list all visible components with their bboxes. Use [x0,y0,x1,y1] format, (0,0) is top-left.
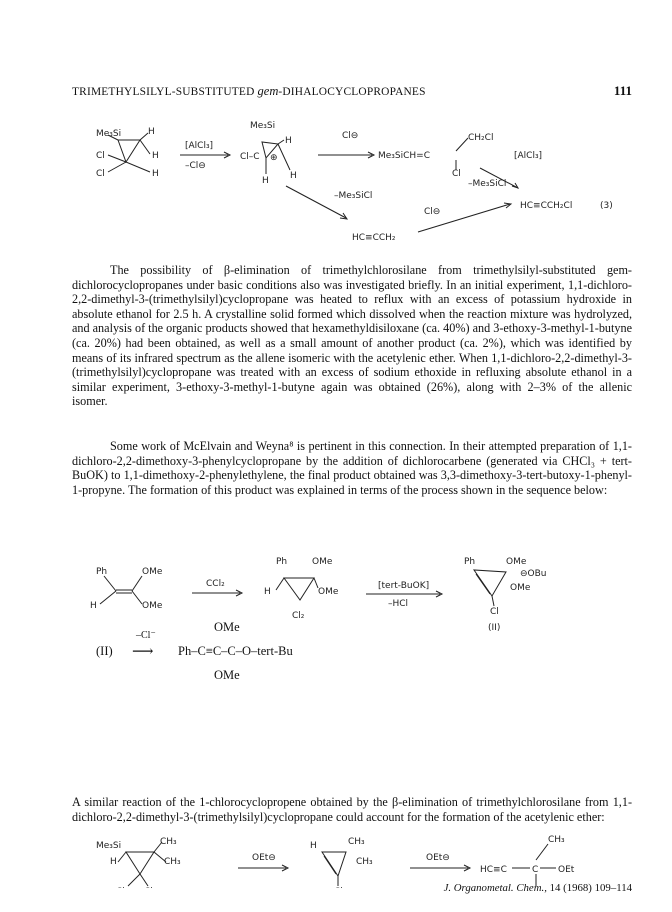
svg-text:H: H [310,841,317,851]
journal-citation: J. Organometal. Chem., 14 (1968) 109–114 [443,882,632,894]
cation-intermediate [240,121,297,186]
svg-text:Ph: Ph [464,557,476,567]
dichlorocyclopropane-structure [96,127,159,179]
dimethoxyphenylethylene [90,567,163,611]
paragraph-mcelvain: Some work of McElvain and Weyna⁸ is pertinent in this connection. In their attempted preparation of 1,1-dichloro-2,2-dimethoxy-3-phenylcyclopropane by the addition of dichlorocarbene (generated via CHCl₃ + tert-BuOK) to 1,1-dimethoxy-2-phenylethylene, the final product obtained was 3,3-dimethoxy-3-tert-butoxy-1-phenyl-1-propyne. The formation of this product was explained in terms of the process shown in the sequence below: [72,439,632,497]
svg-text:HC≡CCH₂: HC≡CCH₂ [352,233,396,243]
running-title: TRIMETHYLSILYL-SUBSTITUTED gem-DIHALOCYCLOPROPANES [72,84,426,98]
svg-text:OMe: OMe [510,583,531,593]
reaction-scheme-3 [0,812,672,888]
svg-text:–Me₃SiCl: –Me₃SiCl [334,191,373,201]
page-header [72,84,632,100]
paragraph-chlorocyclopropene: A similar reaction of the 1-chlorocyclopropene obtained by the β-elimination of trimethylchlorosilane from 1,1-dichloro-2,2-dimethyl-3-(trimethylsilyl)cyclopropane could account for the formation of the acetylenic ether: [72,795,632,824]
page-number: 111 [613,83,632,98]
svg-text:H: H [148,127,155,137]
svg-text:Me₃SiCH=C: Me₃SiCH=C [378,151,431,161]
svg-text:Cl⊖: Cl⊖ [424,207,441,217]
svg-text:H: H [90,601,97,611]
svg-text:H: H [290,171,297,181]
svg-text:Cl–C: Cl–C [240,152,260,162]
svg-text:Cl [116,887,125,888]
svg-text:CH₃: CH₃ [160,837,177,847]
svg-text:OMe: OMe [142,567,163,577]
equation-ii: OMe –Cl⁻ (II) ⟶ Ph–C≡C–C–O–tert-Bu OMe [96,620,293,682]
svg-text:H: H [264,587,271,597]
svg-text:Cl: Cl [96,151,105,161]
svg-text:CH₃: CH₃ [356,857,373,867]
svg-text:CH₃: CH₃ [348,837,365,847]
svg-text:[AlCl₃]: [AlCl₃] [185,141,214,151]
svg-text:C: C [532,865,539,875]
svg-text:H: H [152,151,159,161]
svg-text:OEt⊖: OEt⊖ [426,853,450,863]
svg-text:–Cl⊖: –Cl⊖ [185,161,206,171]
cyclopropene-intermediate [464,557,547,633]
svg-text:(3): (3) [600,201,613,211]
svg-text:–HCl: –HCl [388,599,409,609]
svg-text:H: H [110,857,117,867]
svg-text:OMe: OMe [506,557,527,567]
svg-text:[tert-BuOK]: [tert-BuOK] [378,581,430,591]
starting-cyclopropane [96,837,181,888]
svg-text:H: H [285,136,292,146]
chlorocyclopropene [310,837,373,888]
svg-text:Cl: Cl [96,169,105,179]
svg-text:(II): (II) [488,623,501,633]
svg-text:Cl₂: Cl₂ [292,611,305,621]
svg-text:OEt⊖: OEt⊖ [252,853,276,863]
svg-text:Cl [144,887,153,888]
svg-text:Me₃Si: Me₃Si [96,841,122,851]
paragraph-beta-elimination: The possibility of β-elimination of trimethylchlorosilane from trimethylsilyl-substituted gem-dichlorocyclopropanes under basic conditions also was investigated briefly. In an initial experiment, 1,1-dichloro-2,2-dimethyl-3-(trimethylsilyl)cyclopropane was heated to reflux with an excess of potassium hydroxide in absolute ethanol for 2.5 h. A crystalline solid formed which dissolved when the reaction mixture was hydrolyzed, and analysis of the organic products showed that hexamethyldisiloxane (ca. 40%) and 3-ethoxy-3-methyl-1-butyne (ca. 20%) had been obtained, as well as a small amount of another product (ca. 2%), which was identified by means of its infrared spectrum as the allene isomeric with the acetylenic ether. When 1,1-dichloro-2,2-dimethyl-3-(trimethylsilyl)cyclopropane was treated with an excess of sodium ethoxide in refluxing absolute ethanol in a similar experiment, 3-ethoxy-3-methyl-1-butyne again was obtained (26%), along with 2–3% of the allenic isomer. [72,263,632,409]
svg-text:Cl: Cl [452,169,461,179]
svg-text:⊖OBu: ⊖OBu [520,569,547,579]
acetylenic-ether [480,835,575,888]
svg-text:OEt: OEt [558,865,575,875]
svg-text:OMe: OMe [318,587,339,597]
svg-text:CH₂Cl: CH₂Cl [468,133,494,143]
reaction-scheme-1 [0,108,672,256]
svg-text:CH₃: CH₃ [164,857,181,867]
dichlorodimethoxycyclopropane [264,557,339,621]
svg-text:CH₃: CH₃ [548,835,565,845]
svg-text:Me₃Si: Me₃Si [250,121,276,131]
svg-text:HC≡C: HC≡C [480,865,507,875]
svg-text:Ph: Ph [96,567,108,577]
svg-text:Me₃Si: Me₃Si [96,129,122,139]
svg-text:CCl₂: CCl₂ [206,579,225,589]
svg-text:H: H [152,169,159,179]
svg-text:⊕: ⊕ [270,153,278,163]
svg-text:Cl: Cl [490,607,499,617]
svg-text:Cl⊖: Cl⊖ [342,131,359,141]
svg-text:OMe: OMe [312,557,333,567]
svg-text:–Me₃SiCl: –Me₃SiCl [468,179,507,189]
svg-text:HC≡CCH₂Cl: HC≡CCH₂Cl [520,201,573,211]
svg-text:[AlCl₃]: [AlCl₃] [514,151,543,161]
svg-text:OMe: OMe [142,601,163,611]
svg-text:Ph: Ph [276,557,288,567]
svg-text:H: H [262,176,269,186]
svg-text:Cl [334,887,343,888]
